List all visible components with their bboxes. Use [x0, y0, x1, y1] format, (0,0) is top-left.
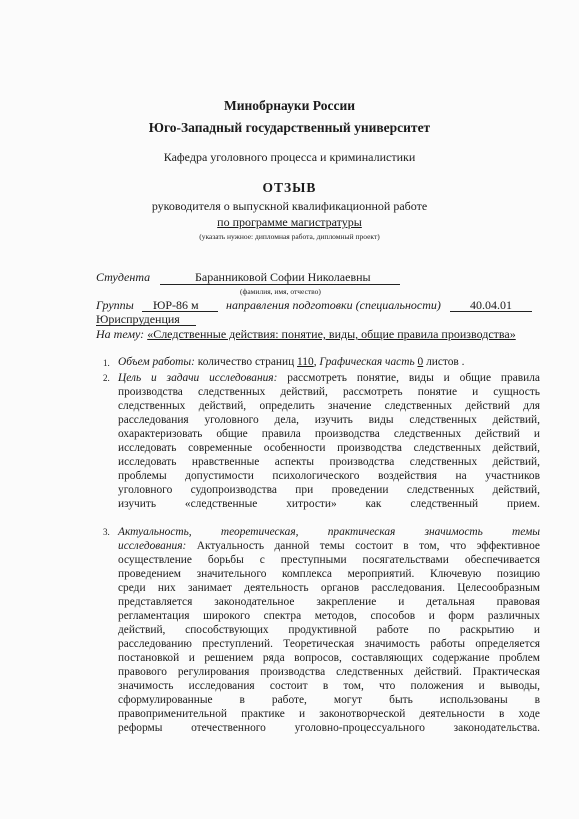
item-3-line-13: правоприменительной практике и законотворческой деятельности в ходе: [118, 708, 540, 720]
item-2-line-2: производства следственных действий, рассмотреть понятие и сущность: [118, 386, 540, 398]
item-3-line-7: действий, способствующих продуктивной работе по раскрытию и: [118, 624, 540, 636]
topic-value: «Следственные действия: понятие, виды, общие правила производства»: [147, 327, 516, 341]
item-3-line-5: представляется законодательное закрепление и детальная правовая: [118, 596, 540, 608]
item-1-text-c: листов .: [426, 356, 465, 368]
item-3-heading-2: исследования:: [118, 540, 187, 552]
item-3-line-14: реформы отечественного уголовно-процессуального законодательства.: [118, 722, 540, 734]
item-3-line-6: регламентация широкого спектра методов, способов и форм различных: [118, 610, 540, 622]
item-2-line-9: уголовного судопроизводства при проведении следственных действий,: [118, 484, 540, 496]
direction-name-underline: [96, 325, 196, 326]
item-3-number: 3.: [103, 527, 110, 537]
item-2-first-line: рассмотреть понятие, виды и общие правила: [287, 372, 540, 384]
item-3-line-9: постановкой и решением ряда вопросов, составляющих содержание проблем: [118, 652, 540, 664]
item-1-text-b: ,: [313, 356, 317, 368]
group-label: Группы: [96, 298, 134, 312]
item-1-graphic-count: 0: [417, 356, 424, 368]
group-value: ЮР-86 м: [153, 298, 199, 312]
item-1-number: 1.: [103, 358, 110, 368]
item-2-line-8: проблемы допустимости психологического воздействия на участников: [118, 470, 540, 482]
item-3-line-10: правового регулирования производства следственных действий. Практическая: [118, 666, 540, 678]
item-3-line-8: расследованию преступлений. Теоретическая значимость работы определяется: [118, 638, 540, 650]
item-3-line-12: сформулированные в работе, могут быть использованы в: [118, 694, 540, 706]
item-2-line-5: охарактеризовать общие правила производства следственных действий и: [118, 428, 540, 440]
direction-name: Юриспруденция: [96, 312, 180, 326]
document-subtitle: руководителя о выпускной квалификационной работе: [151, 199, 428, 213]
program-line: по программе магистратуры: [217, 215, 362, 229]
program-hint: (указать нужное: дипломная работа, дипломный проект): [199, 232, 380, 241]
item-1-line: [118, 356, 465, 368]
student-label: Студента: [96, 270, 151, 284]
item-3-line-11: значимость исследования состоит в том, что положения и выводы,: [118, 680, 540, 692]
item-1-text-a: количество страниц: [197, 356, 295, 368]
student-hint: (фамилия, имя, отчество): [240, 287, 321, 296]
item-2-line-4: расследования уголовного дела, изучить виды следственных действий,: [118, 414, 540, 426]
item-2-line-1: [118, 371, 540, 385]
ministry-title: Минобрнауки России: [223, 98, 356, 113]
university-title: Юго-Западный государственный университет: [148, 120, 431, 135]
item-3-line-4: среди них занимает деятельность органов расследования. Целесообразным: [118, 582, 540, 594]
item-2-line-10: изучить «следственные хитрости» как следственный прием.: [118, 498, 540, 510]
item-2-line-3: следственных действий, определить значение следственных действий для: [118, 400, 540, 412]
item-3-line-2: осуществление борьбы с преступными посягательствами обеспечивается: [118, 554, 540, 566]
item-2-line-7: исследовать нравственные аспекты производства следственных действий,: [118, 456, 540, 468]
direction-label: направления подготовки (специальности): [226, 298, 441, 312]
item-2-line-6: исследовать современные особенности производства следственных действий,: [118, 442, 540, 454]
item-2-heading: Цель и задачи исследования:: [118, 372, 278, 384]
direction-code: 40.04.01: [470, 298, 512, 312]
program-line-wrap: [0, 215, 579, 230]
item-3-first-line: Актуальность данной темы состоит в том, что эффективное: [196, 540, 540, 552]
topic-line: [96, 327, 516, 342]
student-name: Баранниковой Софии Николаевны: [195, 270, 371, 284]
item-3-line-3: проведением значительного комплекса мероприятий. Ключевую позицию: [118, 568, 540, 580]
item-3-heading-1: Актуальность, теоретическая, практическая значимость темы: [118, 526, 540, 538]
topic-label: На тему:: [96, 327, 145, 341]
item-1-pages: 110: [297, 356, 314, 368]
item-3-line-1: [118, 539, 540, 553]
item-1-graphic-label: Графическая часть: [319, 356, 415, 368]
item-1-heading: Объем работы:: [118, 356, 195, 368]
item-2-number: 2.: [103, 373, 110, 383]
department-title: Кафедра уголовного процесса и криминалистики: [163, 150, 416, 164]
document-title: ОТЗЫВ: [262, 180, 317, 195]
